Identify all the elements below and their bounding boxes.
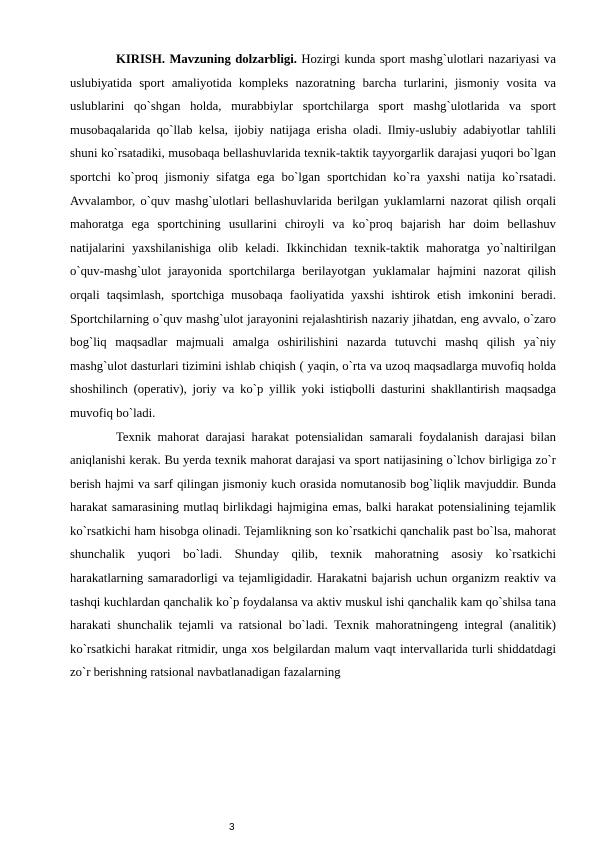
- paragraph-text: Hozirgi kunda sport mashg`ulotlari nazariyasi va uslubiyatida sport amaliyotida kompleks nazoratning barcha turlarini, jismoniy vosita va uslublarini qo`shgan holda, murabbiylar sportchilarga sport mashg`ulotlarida va sport musobaqalarida qo`llab kelsa, ijobiy natijaga erisha oladi. Ilmiy-uslubiy adabiyotlar tahlili shuni ko`rsatadiki, musobaqa bellashuvlarida texnik-taktik tayyorgarlik darajasi yuqori bo`lgan sportchi ko`proq jismoniy sifatga ega bo`lgan sportchidan ko`ra yaxshi natija ko`rsatadi. Avvalambor, o`quv mashg`ulotlari bellashuvlarida berilgan yuklamlarni nazorat qilish orqali mahoratga ega sportchining usullarini chiroyli va ko`proq bajarish har doim bellashuv natijalarini yaxshilanishiga olib keladi. Ikkinchidan texnik-taktik mahoratga yo`naltirilgan o`quv-mashg`ulot jarayonida sportchilarga berilayotgan yuklamalar hajmini nazorat qilish orqali taqsimlash, sportchiga musobaqa faoliyatida yaxshi ishtirok etish imkonini beradi. Sportchilarning o`quv mashg`ulot jarayonini rejalashtirish nazariy jihatdan, eng avvalo, o`zaro bog`liq maqsadlar majmuali amalga oshirilishini nazarda tutuvchi mashq qilish ya`niy mashg`ulot dasturlari tizimini ishlab chiqish ( yaqin, o`rta va uzoq maqsadlarga muvofiq holda shoshilinch (operativ), joriy va ko`p yillik yoki istiqbolli dasturini shakllantirish maqsadga muvofiq bo`ladi.: [70, 52, 556, 420]
- page-content: [70, 48, 556, 685]
- page-number: 3: [229, 822, 235, 833]
- intro-paragraph: [70, 48, 556, 426]
- body-paragraph: Texnik mahorat darajasi harakat potensialidan samarali foydalanish darajasi bilan aniqlanishi kerak. Bu yerda texnik mahorat darajasi va sport natijasining o`lchov birligiga zo`r berish hajmi va sarf qilingan jismoniy kuch orasida nomutanosib bog`liqlik mavjuddir. Bunda harakat samarasining mutlaq birlikdagi hajmigina emas, balki harakat potensialining tejamlik ko`rsatkichi ham hisobga olinadi. Tejamlikning son ko`rsatkichi qanchalik past bo`lsa, mahorat shunchalik yuqori bo`ladi. Shunday qilib, texnik mahoratning asosiy ko`rsatkichi harakatlarning samaradorligi va tejamligidadir. Harakatni bajarish uchun organizm reaktiv va tashqi kuchlardan qanchalik ko`p foydalansa va aktiv muskul ishi qanchalik kam qo`shilsa tana harakati shunchalik tejamli va ratsional bo`ladi. Texnik mahoratningeng integral (analitik) ko`rsatkichi harakat ritmidir, unga xos belgilardan malum vaqt intervallarida turli shiddatdagi zo`r berishning ratsional navbatlanadigan fazalarning: [70, 429, 556, 680]
- section-heading: KIRISH. Mavzuning dolzarbligi.: [116, 52, 297, 66]
